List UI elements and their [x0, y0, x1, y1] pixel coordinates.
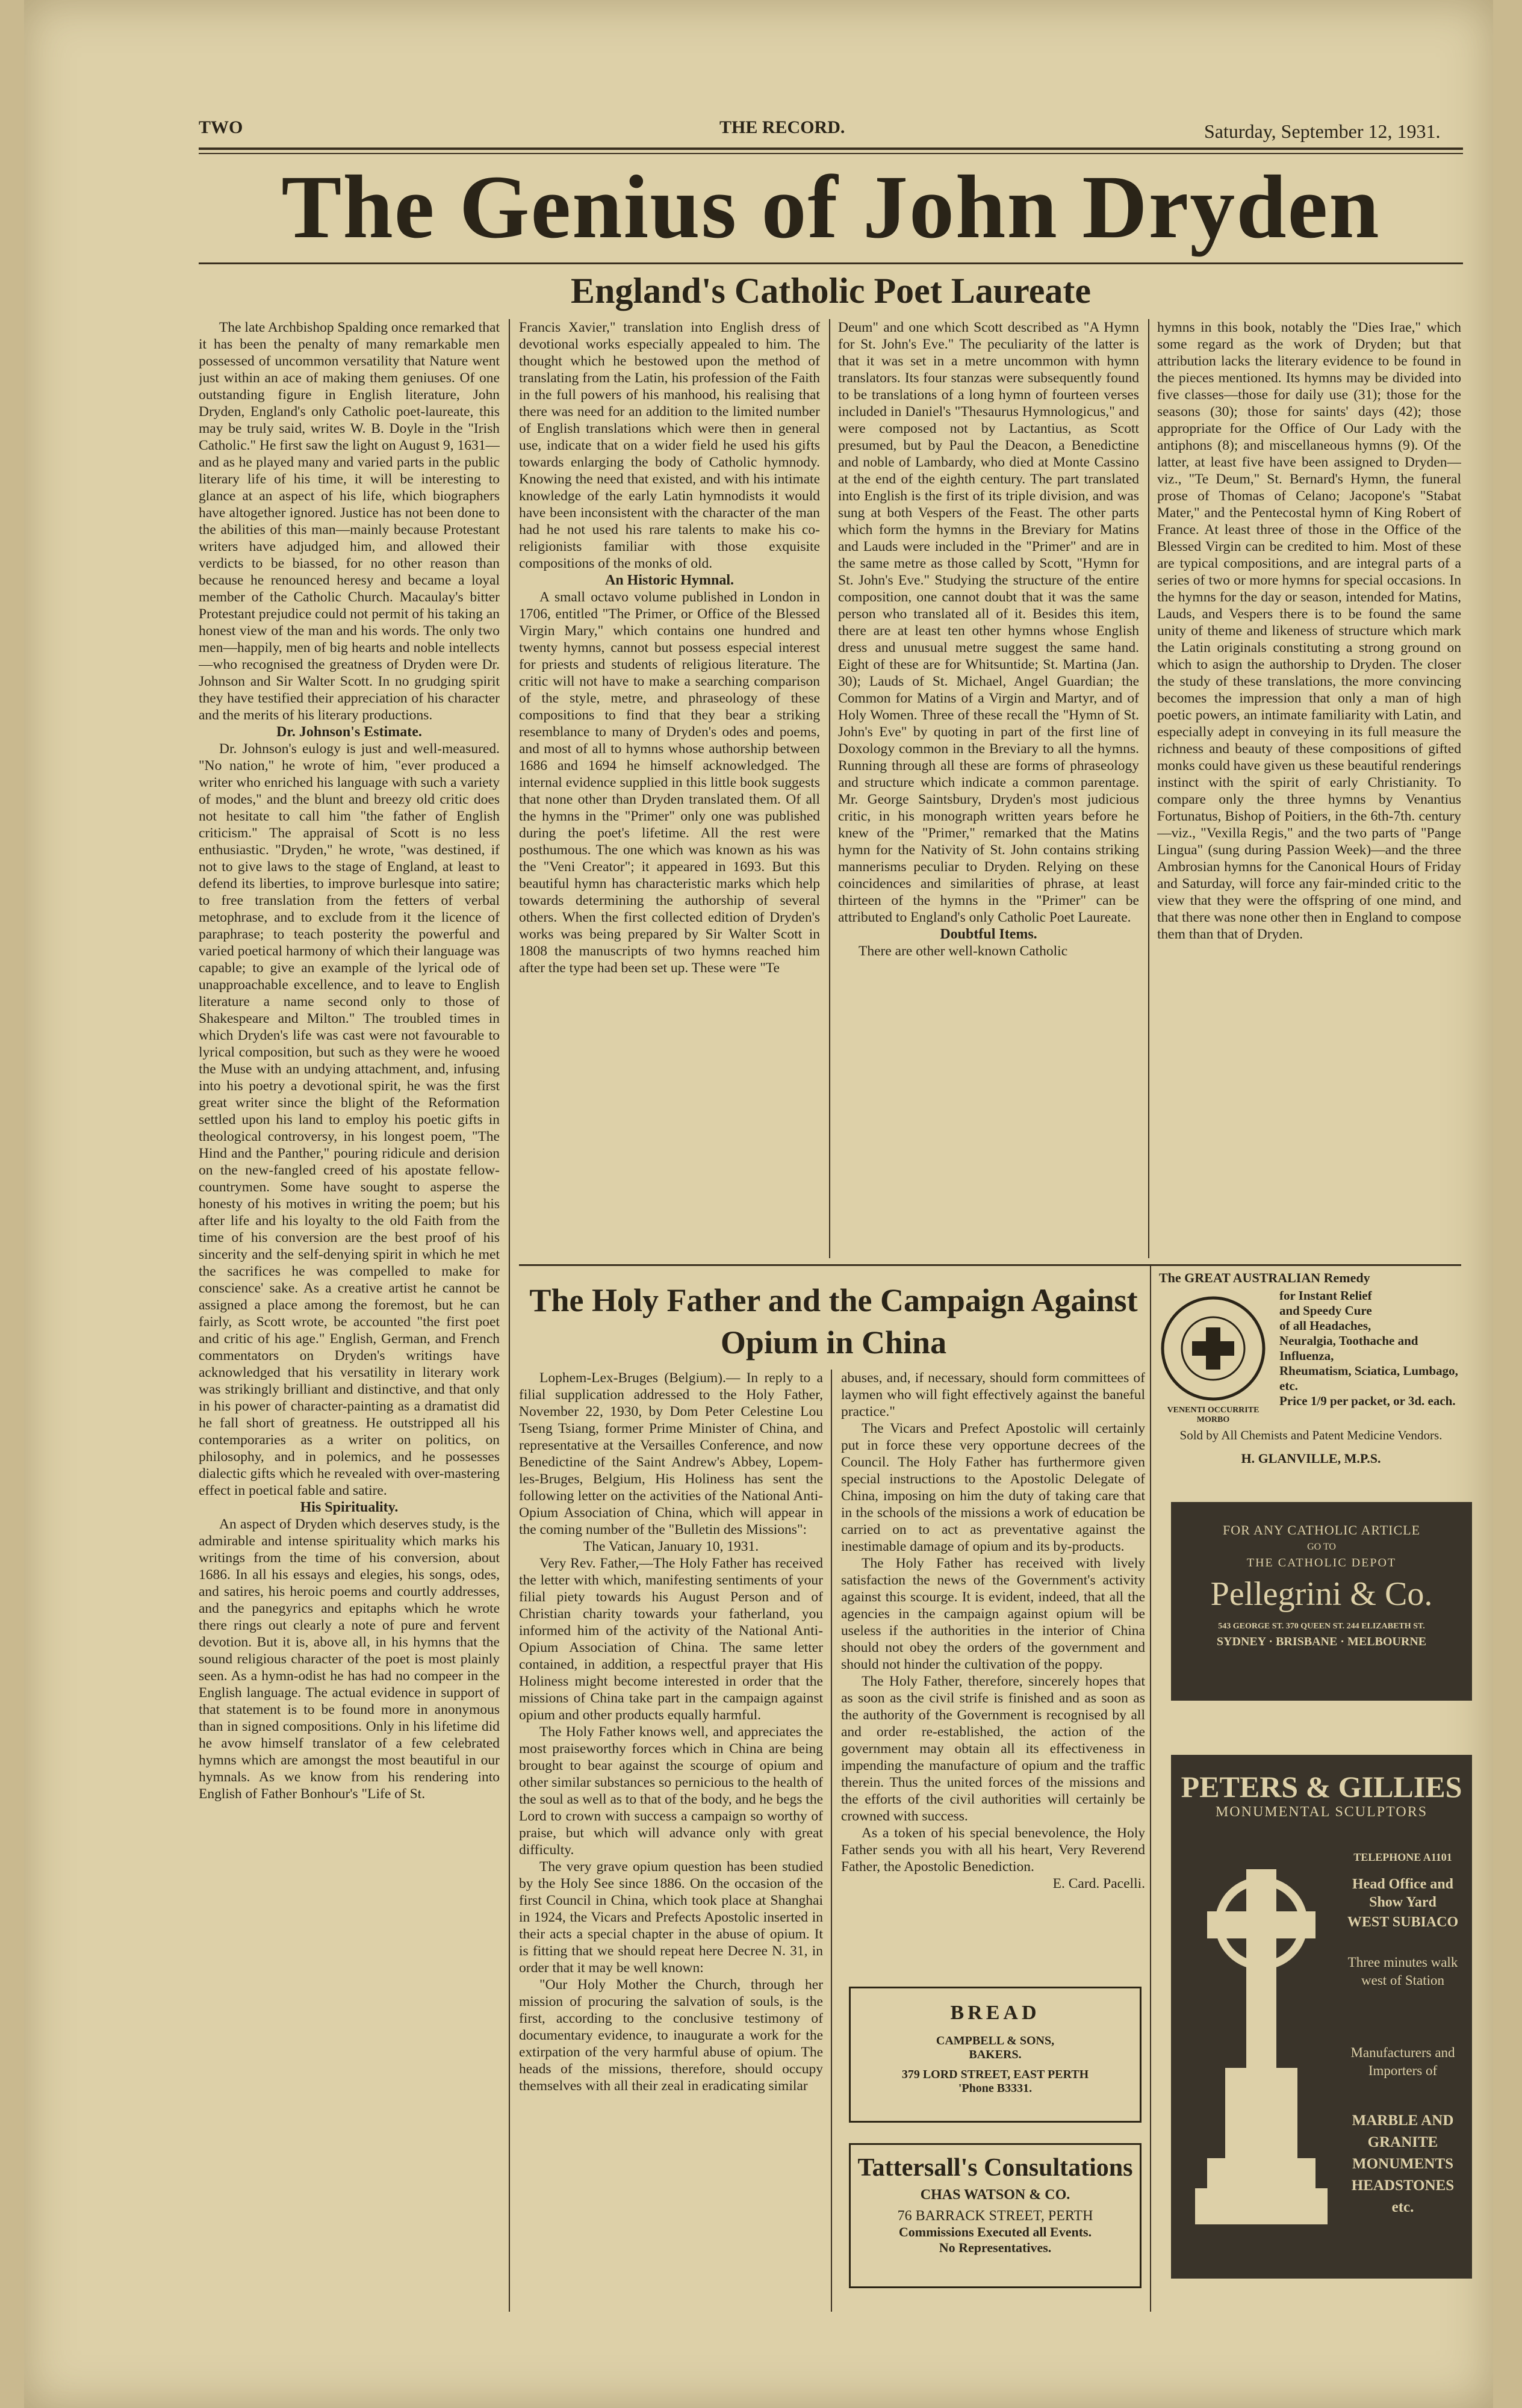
subheading: Doubtful Items.: [940, 926, 1037, 942]
paragraph: An aspect of Dryden which deserves study, is the admirable and intense spirituality which marks his writings from the time of his conversion, about 1686. In all his essays and elegies, his songs, odes, and satires, his heroic poems and courtly addresses, and the panegyrics and epitaphs which he wrote there rings out clearly a note of pure and fervent devotion. But it is, above all, in his hymns that the sound religious character of the poet is most plainly seen. As a hymn-odist he has had no compeer in the English language. The actual evidence in support of that statement is to be found more in anonymous than in signed compositions. Only in his lifetime did he avow himself translator of a few celebrated hymns which are amongst the most beautiful in our hymnals. As we know from his rendering into English of Father Bonhour's "Life of St.: [199, 1516, 500, 1802]
peters-sub: MONUMENTAL SCULPTORS: [1215, 1804, 1428, 1820]
tattersall-name: CHAS WATSON & CO.: [920, 2187, 1070, 2203]
peters-phone: TELEPHONE A1101: [1353, 1851, 1452, 1863]
bread-role: BAKERS.: [969, 2048, 1022, 2061]
column-rule: [831, 1370, 832, 2312]
subheading: Dr. Johnson's Estimate.: [276, 724, 422, 740]
article-column-4: [1157, 319, 1461, 1258]
column-rule: [1148, 319, 1149, 1258]
paragraph: The Holy Father, therefore, sincerely hopes that as soon as the civil strife is finished and as soon as the authority of the Government is recognised by all and order re-established, the action of the government may obtain all its effectiveness in impending the manufacture of opium and the traffic therein. Thus the united forces of the missions and the efforts of the civil authorities will certainly be crowned with success.: [841, 1674, 1145, 1824]
peters-office: Head Office and Show Yard: [1352, 1876, 1453, 1910]
celtic-cross-icon: [1183, 1857, 1340, 2254]
remedy-line: etc.: [1279, 1379, 1298, 1393]
pellegrini-line3: THE CATHOLIC DEPOT: [1246, 1556, 1397, 1569]
article2-title-line2: Opium in China: [720, 1324, 947, 1361]
tattersall-address: 76 BARRACK STREET, PERTH: [897, 2208, 1093, 2224]
tattersall-title: Tattersall's Consultations: [857, 2154, 1133, 2182]
remedy-line: Neuralgia, Toothache and Influenza,: [1279, 1333, 1418, 1363]
remedy-seal-icon: [1159, 1294, 1267, 1403]
article2-column-2: [841, 1370, 1145, 1966]
peters-manufacturers: Manufacturers and Importers of: [1350, 2045, 1455, 2078]
article-column-1: [199, 319, 500, 2312]
remedy-sold: Sold by All Chemists and Patent Medicine Vendors.: [1179, 1428, 1443, 1442]
pellegrini-cities: SYDNEY · BRISBANE · MELBOURNE: [1216, 1635, 1427, 1648]
peters-items: MARBLE AND GRANITE MONUMENTS HEADSTONES etc.: [1351, 2112, 1455, 2215]
peters-gillies-ad: [1171, 1755, 1472, 2279]
column-rule: [829, 319, 830, 1258]
peters-name: PETERS & GILLIES: [1181, 1770, 1462, 1804]
paragraph: Lophem-Lex-Bruges (Belgium).— In reply to a filial supplication addressed to the Holy Father, November 22, 1930, by Dom Peter Celestine Lou Tseng Tsiang, former Prime Minister of China, and representative at the Versailles Conference, and now Benedictine of the Saint Andrew's Abbey, Lopem-les-Bruges, Belgium, His Holiness has sent the following letter on the activities of the National Anti-Opium Association of China, which will appear in the coming number of the "Bulletin des Missions":: [519, 1370, 823, 1538]
tattersall-ad: [849, 2143, 1142, 2288]
remedy-line: for Instant Relief: [1279, 1288, 1372, 1303]
pellegrini-name: Pellegrini & Co.: [1210, 1575, 1433, 1613]
remedy-line: Price 1/9 per packet, or 3d. each.: [1279, 1394, 1456, 1408]
dateline: The Vatican, January 10, 1931.: [583, 1539, 759, 1554]
section-rule: [519, 1264, 1461, 1266]
issue-date: Saturday, September 12, 1931.: [1204, 120, 1441, 142]
article-column-3: [838, 319, 1139, 1258]
pellegrini-line1: FOR ANY CATHOLIC ARTICLE: [1222, 1522, 1421, 1538]
tattersall-line2: No Representatives.: [939, 2240, 1052, 2255]
paragraph: There are other well-known Catholic: [859, 943, 1068, 959]
paragraph: The very grave opium question has been studied by the Holy See since 1886. On the occasion of the first Council in China, which took place at Shanghai in 1924, the Vicars and Prefects Apostolic inserted in their acts a special chapter in the abuse of opium. It is fitting that we should repeat here Decree N. 31, in order that it may be well known:: [519, 1859, 823, 1976]
paragraph: The Vicars and Prefect Apostolic will certainly put in force these very opportune decrees of the Council. The Holy Father has furthermore given special instructions to the Apostolic Delegate of China, imposing on him the duty of taking care that in the schools of the missions a work of education be carried on to act as preventative against the inestimable damage of opium and its by-products.: [841, 1421, 1145, 1554]
column-rule: [1150, 1264, 1151, 2312]
article-title: The Genius of John Dryden: [281, 157, 1381, 257]
tattersall-line1: Commissions Executed all Events.: [898, 2224, 1092, 2239]
paragraph: Francis Xavier," translation into English dress of devotional works especially appealed to him. The thought which he bestowed upon the method of translating from the Latin, his profession of the Faith in the full powers of his manhood, his realising that there was need for an addition to the limited number of English translations which were then in general use, indicate that on a wider field he used his gifts towards enlarging the body of Catholic hymnody. Knowing the need that existed, and with his intimate knowledge of the early Latin hymnodists it would have been inconsistent with the character of the man had he not used his rare talents to make his co-religionists familiar with those exquisite compositions of the monks of old.: [519, 320, 820, 571]
paragraph: "Our Holy Mother the Church, through her mission of procuring the salvation of souls, is the first, according to the conclusive testimony of documentary evidence, to inaugurate a work for the extirpation of the very harmful abuse of opium. The heads of the missions, therefore, should occupy themselves with all their zeal in eradicating similar: [519, 1977, 823, 2094]
bread-address: 379 LORD STREET, EAST PERTH: [901, 2068, 1089, 2081]
bread-ad: [849, 1987, 1142, 2123]
paper-name: THE RECORD.: [719, 117, 845, 137]
paragraph: As a token of his special benevolence, the Holy Father sends you with all his heart, Very Reverend Father, the Apostolic Benediction.: [841, 1825, 1145, 1875]
title-rule: [199, 262, 1463, 264]
header-rule-thin: [199, 153, 1463, 154]
article2-title: [519, 1279, 1148, 1364]
paragraph: Dr. Johnson's eulogy is just and well-measured. "No nation," he wrote of him, "ever produced a writer who enriched his language with such a variety of modes," and the blunt and breezy old critic does not hesitate to call him "the father of English criticism." The appraisal of Scott is no less enthusiastic. "Dryden," he wrote, "was destined, if not to give laws to the stage of England, at least to defend its liberties, to improve burlesque into satire; to free translation from the fetters of verbal metophrase, and to exclude from it the licence of paraphrase; to teach posterity the powerful and varied poetical harmony of which their language was capable; to give an example of the lyrical ode of unapproachable excellence, and to leave to English literature a name second only to those of Shakespeare and Milton." The troubled times in which Dryden's life was cast were not favourable to lyrical composition, but such as they were he wooed the Muse with an undying attachment, and, infusing into his poetry a devotional spirit, he was the first great writer since the blight of the Reformation settled upon his land to employ his poetic gifts in theological controversy, in his longest poem, "The Hind and the Panther," pouring ridicule and derision on the new-fangled creed of his apostate fellow-countrymen. Some have sought to asperse the honesty of his motives in writing the poem; but his after life and his loyalty to the old Faith from the time of his conversion are the best proof of his sincerity and the self-denying spirit in which he met the sacrifices he was compelled to make for conscience' sake. As a creative artist he cannot be assigned a place among the foremost, but he can fairly, as Scott wrote, be accounted "the first poet and critic of his age." English, German, and French commentators on Dryden's writings have acknowledged that his versatility in literary work was strikingly brilliant and distinctive, and that only in his power of character-painting as a dramatist did he fall short of greatness. He outstripped all his contemporaries as a writer on politics, on philosophy, and in polemics, and he possesses dialectic gifts which he revealed with over-mastering effect in poetical fable and satire.: [199, 741, 500, 1498]
paragraph: The late Archbishop Spalding once remarked that it has been the penalty of many remarkable men possessed of uncommon versatility that Nature went just within an ace of making them geniuses. Of one outstanding figure in English literature, John Dryden, England's only Catholic poet-laureate, this may be truly said, writes W. B. Doyle in the "Irish Catholic." He first saw the light on August 9, 1631—and as he played many and varied parts in the public literary life of his time, it will be interesting to glance at an aspect of his life, which biographers have altogether ignored. Justice has not been done to the abilities of this man—mainly because Protestant writers have adjudged him, and allowed their verdicts to be biassed, for no other reason than because he renounced heresy and became a loyal member of the Catholic Church. Macaulay's bitter Protestant prejudice could not permit of his taking an honest view of the man and his words. The only two men—happily, men of big hearts and noble intellects—who recognised the greatness of Dryden were Dr. Johnson and Sir Walter Scott. In no grudging spirit they have testified their appreciation of his character and the merits of his literary productions.: [199, 320, 500, 723]
paragraph: Very Rev. Father,—The Holy Father has received the letter with which, manifesting sentiments of your filial piety towards his August Person and of Christian charity towards your fatherland, you informed him of the activity of the National Anti-Opium Association of China. The same letter contained, in addition, a respectful prayer that His Holiness might become interested in order that the missions of China take part in the campaign against opium and other products equally harmful.: [519, 1556, 823, 1723]
header-rule: [199, 147, 1463, 150]
pellegrini-line2: GO TO: [1307, 1542, 1336, 1552]
remedy-seal-text: VENENTI OCCURRITE MORBO: [1167, 1406, 1260, 1424]
bread-name: CAMPBELL & SONS,: [936, 2034, 1055, 2047]
article-subtitle: England's Catholic Poet Laureate: [571, 271, 1091, 311]
remedy-maker: H. GLANVILLE, M.P.S.: [1241, 1451, 1381, 1466]
paragraph: The Holy Father has received with lively satisfaction the news of the Government's activity against this scourge. It is evident, indeed, that all the agencies in the campaign against opium will be useless if the authorities in the interior of China should not obey the orders of the government and should not hinder the cultivation of the poppy.: [841, 1556, 1145, 1672]
remedy-line: and Speedy Cure: [1279, 1303, 1372, 1318]
article-column-2: [519, 319, 820, 1258]
peters-walk: Three minutes walk west of Station: [1347, 1955, 1458, 1988]
column-rule: [509, 319, 510, 2312]
paragraph: Deum" and one which Scott described as "A Hymn for St. John's Eve." The peculiarity of the latter is that it was set in a metre uncommon with hymn translators. Its four stanzas were subsequently found to be translations of a long hymn of fourteen verses included in Daniel's "Thesaurus Hymnologicus," and were composed not by Lactantius, as Scott presumed, but by Paul the Deacon, a Benedictine and noble of Lambardy, who died at Monte Cassino at the end of the eighth century. The part translated into English is the first of its triple division, and was sung at both Vespers of the Feast. The other parts which form the hymns in the Breviary for Matins and Lauds were included in the "Primer" and are in the same metre as those called by Scott, "Hymn for St. John's Eve." Studying the structure of the entire composition, one cannot doubt that it was the same person who translated all of it. Besides this item, there are at least ten other hymns whose English dress and unusual metre suggest the same hand. Eight of these are for Whitsuntide; St. Martina (Jan. 30); Lauds of St. Michael, Angel Guardian; the Common for Matins of a Virgin and Martyr, and of Holy Women. Three of these recall the "Hymn of St. John's Eve" by quoting in part of the first line of Doxology common in the Breviary to all the hymns. Running through all these are forms of phraseology and structure which indicate a common parentage. Mr. George Saintsbury, Dryden's most judicious critic, in his monograph written years before he knew of the "Primer," remarked that the Matins hymn for the Nativity of St. John contains striking mannerisms peculiar to Dryden. Relying on these coincidences and similarities of phrase, at least thirteen of the hymns in the "Primer" can be attributed to England's only Catholic Poet Laureate.: [838, 320, 1139, 925]
signature: E. Card. Pacelli.: [1052, 1876, 1145, 1891]
subheading: His Spirituality.: [300, 1500, 399, 1515]
remedy-details: [1279, 1288, 1460, 1409]
paragraph: The Holy Father knows well, and appreciates the most praiseworthy forces which in China are being brought to bear against the scourge of opium and other similar substances so pernicious to the health of the soul as well as to that of the body, and he begs the Lord to crown with success a campaign so worthy of praise, but which will advance only with great difficulty.: [519, 1724, 823, 1858]
article2-column-1: [519, 1370, 823, 2312]
paragraph: hymns in this book, notably the "Dies Irae," which some regard as the work of Dryden; but that attribution lacks the literary evidence to be found in the pieces mentioned. Its hymns may be divided into five classes—those for daily use (31); those for the seasons (30); those for saints' days (42); those appropriate for the Office of Our Lady with the antiphons (8); and miscellaneous hymns (9). Of the latter, at least five have been assigned to Dryden—viz., "Te Deum," St. Bernard's Hymn, the funeral prose of Thomas of Celano; Jacopone's "Stabat Mater," and the Pentecostal hymn of King Robert of France. At least three of those in the Office of the Blessed Virgin can be credited to him. Most of these are typical compositions, and are integral parts of a series of two or more hymns for special occasions. In the hymns for the day or season, intended for Matins, Lauds, and Vespers there is to be found the same unity of theme and likeness of structure which mark the Latin originals constituting a strong ground on which to asign the authorship to Dryden. The closer the study of these translations, the more convincing becomes the impression that only a man of high poetic powers, an intimate familiarity with Latin, and especially adept in conveying in its full measure the richness and beauty of these compositions of gifted monks could have given us these beautiful renderings instinct with the spirit of early Christianity. To compare only the three hymns by Venantius Fortunatus, Bishop of Poitiers, in the 6th-7th. century—viz., "Vexilla Regis," and the two parts of "Pange Lingua" (sung during Passion Week)—and the three Ambrosian hymns for the Canonical Hours of Friday and Saturday, will force any fair-minded critic to the view that they were the offspring of one mind, and that there was none other then in England to compose them than that of Dryden.: [1157, 320, 1461, 942]
remedy-ad: [1159, 1270, 1463, 1469]
remedy-headline: The GREAT AUSTRALIAN Remedy: [1159, 1270, 1370, 1285]
paragraph: abuses, and, if necessary, should form committees of laymen who will fight effectively against the baneful practice.": [841, 1370, 1145, 1420]
newspaper-page: [24, 0, 1493, 2408]
bread-title: BREAD: [950, 2002, 1040, 2024]
pellegrini-ad: [1171, 1502, 1472, 1701]
article2-title-line1: The Holy Father and the Campaign Against: [529, 1282, 1138, 1318]
remedy-line: of all Headaches,: [1279, 1318, 1371, 1333]
peters-place: WEST SUBIACO: [1347, 1914, 1459, 1930]
bread-phone: 'Phone B3331.: [958, 2082, 1033, 2095]
remedy-line: Rheumatism, Sciatica, Lumbago,: [1279, 1364, 1458, 1378]
paragraph: A small octavo volume published in London in 1706, entitled "The Primer, or Office of the Blessed Virgin Mary," which contains one hundred and twenty hymns, cannot but possess especial interest for priests and students of religious literature. The critic will not have to make a searching comparison of the style, metre, and phraseology of these compositions to find that they bear a striking resemblance to many of Dryden's odes and poems, and most of all to hymns whose authorship between 1686 and 1694 he himself acknowledged. The internal evidence supplied in this little book suggests that none other than Dryden translated them. Of all the hymns in the "Primer" only one was published during the poet's lifetime. All the rest were posthumous. The one which was known as his was the "Veni Creator"; it appeared in 1693. But this beautiful hymn has characteristic marks which help towards determining the authorship of several others. When the first collected edition of Dryden's works was being prepared by Sir Walter Scott in 1808 the manuscripts of two hymns reached him after the type had been set up. These were "Te: [519, 589, 820, 976]
subheading: An Historic Hymnal.: [605, 573, 734, 588]
pellegrini-address: 543 GEORGE ST. 370 QUEEN ST. 244 ELIZABETH ST.: [1218, 1622, 1425, 1631]
page-number: TWO: [199, 117, 243, 137]
